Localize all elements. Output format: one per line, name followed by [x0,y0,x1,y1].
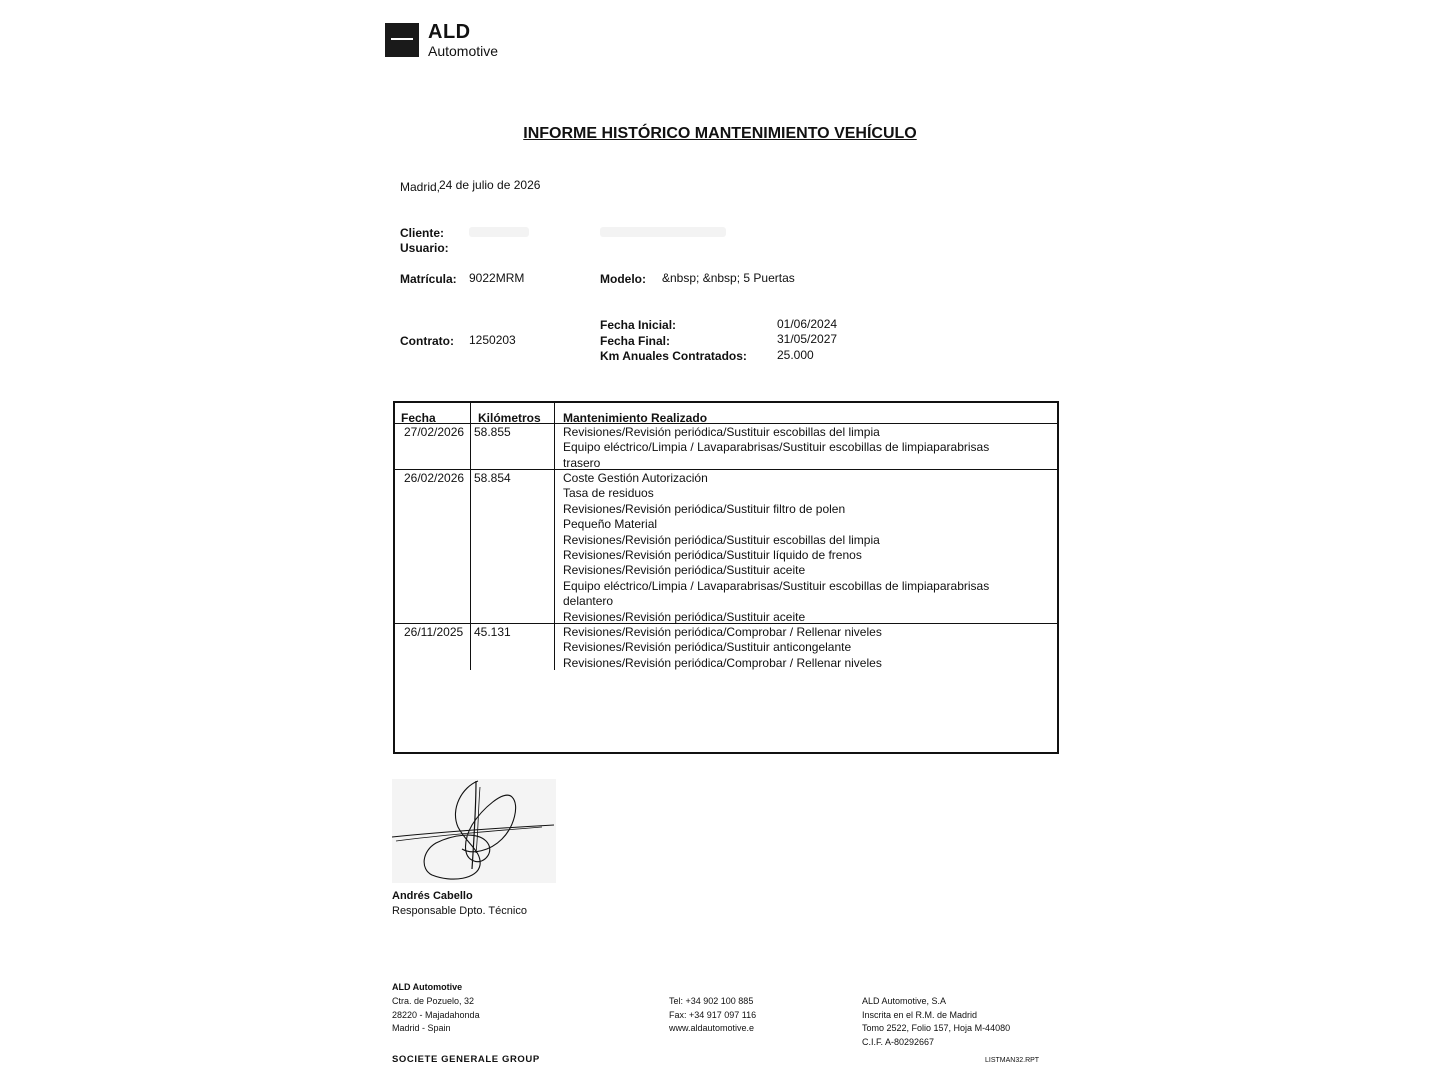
document-title: INFORME HISTÓRICO MANTENIMIENTO VEHÍCULO [523,125,917,142]
row-items [563,425,989,471]
maintenance-item: trasero [563,455,601,470]
contact-fax: Fax: +34 917 097 116 [669,1009,757,1020]
km-anuales-value: 25.000 [777,348,814,362]
maintenance-item: Pequeño Material [563,517,658,532]
redacted-client-id [469,227,529,237]
column-divider [554,403,555,670]
redacted-client-name [600,227,726,237]
address-line: Madrid - Spain [392,1023,451,1033]
fecha-final-label: Fecha Final: [600,334,671,348]
matricula-value: 9022MRM [469,271,525,285]
signatory-role: Responsable Dpto. Técnico [392,905,527,917]
footer-group: SOCIETE GENERALE GROUP [392,1054,540,1065]
document-date: 24 de julio de 2026 [439,178,541,192]
maintenance-item: Revisiones/Revisión periódica/Sustituir líquido de frenos [563,548,862,563]
maintenance-item: Tasa de residuos [563,486,654,501]
row-fecha: 26/11/2025 [404,625,464,639]
report-code: LISTMAN32.RPT [985,1057,1040,1064]
maintenance-item: Equipo eléctrico/Limpia / Lavaparabrisas/Sustituir escobillas de limpiaparabrisas [563,440,990,455]
registry-line: Inscrita en el R.M. de Madrid [862,1009,978,1020]
row-km: 58.854 [474,471,511,485]
contrato-label: Contrato: [400,334,454,348]
footer-contact [669,995,756,1036]
logo-mark [385,23,419,57]
registry-line: ALD Automotive, S.A [862,996,947,1006]
footer-registry [862,995,1010,1049]
row-km: 45.131 [474,625,511,639]
row-fecha: 26/02/2026 [404,471,465,485]
maintenance-item: Revisiones/Revisión periódica/Sustituir escobillas del limpia [563,532,880,547]
maintenance-item: Revisiones/Revisión periódica/Sustituir anticongelante [563,640,852,655]
row-items [563,471,989,625]
header-mantenimiento: Mantenimiento Realizado [563,411,708,425]
fecha-inicial-value: 01/06/2024 [777,317,838,331]
footer-address [392,995,480,1036]
maintenance-item: Coste Gestión Autorización [563,471,708,485]
maintenance-item: Revisiones/Revisión periódica/Comprobar / Rellenar niveles [563,655,882,670]
column-divider [470,403,471,670]
address-line: 28220 - Majadahonda [392,1009,480,1020]
maintenance-item: Revisiones/Revisión periódica/Sustituir aceite [563,563,806,578]
row-fecha: 27/02/2026 [404,425,465,439]
registry-line: Tomo 2522, Folio 157, Hoja M-44080 [862,1023,1011,1033]
fecha-final-value: 31/05/2027 [777,332,838,346]
modelo-value: &nbsp; &nbsp; 5 Puertas [662,271,795,285]
footer-company: ALD Automotive [392,982,463,992]
maintenance-item: delantero [563,594,614,609]
signature-image [392,779,556,883]
cliente-label: Cliente: [400,226,445,240]
signature-scribble [392,779,556,883]
maintenance-item: Revisiones/Revisión periódica/Sustituir filtro de polen [563,501,846,516]
maintenance-item: Equipo eléctrico/Limpia / Lavaparabrisas/Sustituir escobillas de limpiaparabrisas [563,578,990,593]
matricula-label: Matrícula: [400,272,457,286]
maintenance-table [393,401,1059,754]
header-fecha: Fecha [401,411,436,425]
signatory-name: Andrés Cabello [392,890,473,902]
contact-phone: Tel: +34 902 100 885 [669,996,754,1006]
contact-website: www.aldautomotive.e [669,1023,755,1033]
modelo-label: Modelo: [600,272,646,286]
km-anuales-label: Km Anuales Contratados: [600,349,747,363]
usuario-label: Usuario: [400,241,449,255]
row-items [563,625,882,671]
logo-subtitle: Automotive [428,43,499,59]
place-label: Madrid, [400,180,441,194]
maintenance-item: Revisiones/Revisión periódica/Sustituir escobillas del limpia [563,425,880,439]
contrato-value: 1250203 [469,333,516,347]
address-line: Ctra. de Pozuelo, 32 [392,996,475,1006]
registry-line: C.I.F. A-80292667 [862,1036,935,1047]
maintenance-item: Revisiones/Revisión periódica/Sustituir aceite [563,609,806,624]
row-km: 58.855 [474,425,511,439]
logo-brand: ALD [428,21,471,43]
fecha-inicial-label: Fecha Inicial: [600,318,677,332]
header-kilometros: Kilómetros [478,411,541,425]
maintenance-item: Revisiones/Revisión periódica/Comprobar / Rellenar niveles [563,625,882,639]
